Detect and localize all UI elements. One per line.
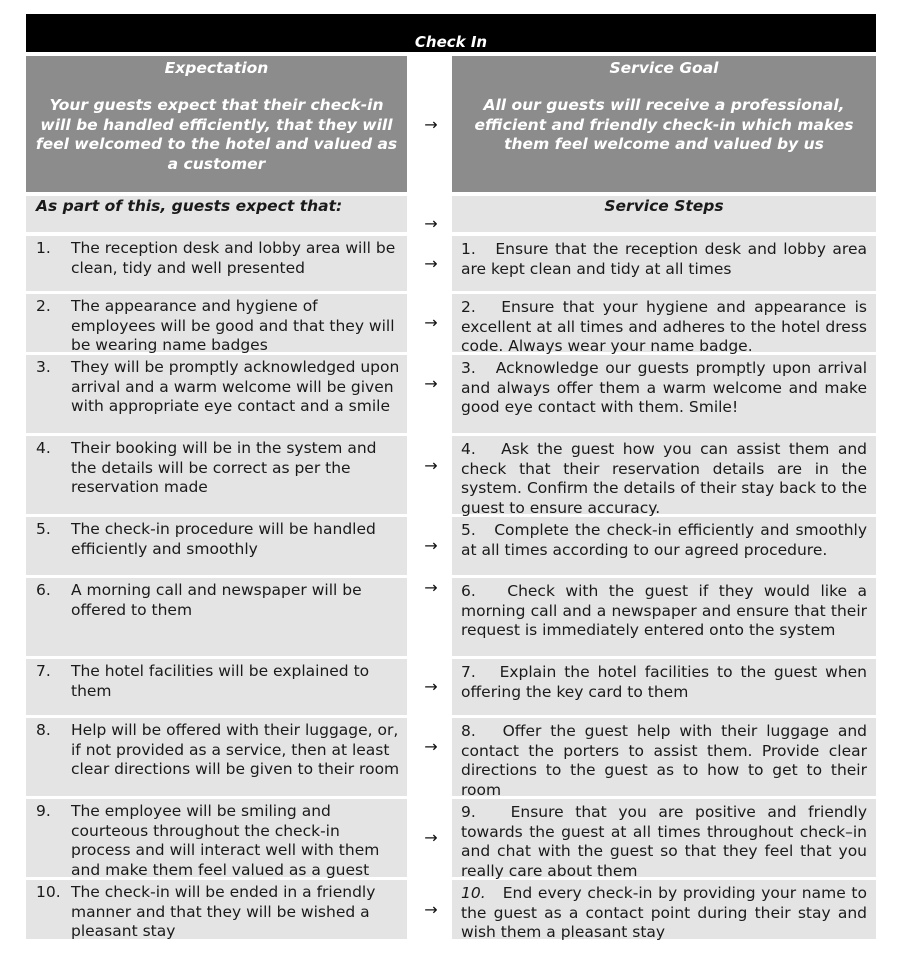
expectation-text: A morning call and newspaper will be offered to them — [71, 581, 362, 619]
row-number: 6. — [36, 581, 51, 599]
arrow-icon: → — [424, 536, 438, 555]
expectation-row — [26, 718, 407, 796]
step-text: Ask the guest how you can assist them and check that their reservation details are in the system. Confirm the details of their stay back to the guest to ensure accuracy. — [461, 440, 867, 517]
service-step-row — [452, 659, 876, 715]
arrow-icon: → — [424, 374, 438, 393]
arrow-icon: → — [424, 677, 438, 696]
step-number: 6. — [461, 582, 476, 600]
service-step-row — [452, 578, 876, 656]
expectations-subheading: As part of this, guests expect that: — [26, 196, 407, 232]
expectation-row — [26, 799, 407, 877]
arrow-icon: → — [424, 313, 438, 332]
expectation-text: The check-in procedure will be handled efficiently and smoothly — [71, 520, 376, 558]
expectation-row — [26, 355, 407, 433]
step-number: 5. — [461, 521, 476, 539]
service-goal-text: All our guests will receive a professional, efficient and friendly check-in which makes them feel welcome and valued by us — [474, 96, 854, 153]
step-text: Complete the check-in efficiently and smoothly at all times according to our agreed procedure. — [461, 521, 868, 559]
service-step-row — [452, 517, 876, 575]
service-step-row — [452, 294, 876, 355]
step-number: 2. — [461, 298, 476, 316]
expectation-row — [26, 517, 407, 575]
expectation-row — [26, 880, 407, 939]
step-text: Check with the guest if they would like a morning call and a newspaper and ensure that their request is immediately entered onto the system — [461, 582, 868, 639]
expectation-text: Their booking will be in the system and the details will be correct as per the reservation made — [71, 439, 377, 496]
arrow-icon: → — [424, 737, 438, 756]
expectation-row — [26, 659, 407, 715]
step-text: Offer the guest help with their luggage and contact the porters to assist them. Provide clear directions to the guest as to how to get to their room — [461, 722, 867, 799]
step-number: 8. — [461, 722, 476, 740]
expectation-text: The reception desk and lobby area will be clean, tidy and well presented — [71, 239, 396, 277]
arrow-icon: → — [424, 115, 438, 134]
step-number: 9. — [461, 803, 476, 821]
expectation-text: The employee will be smiling and courteous throughout the check-in process and will interact well with them and make them feel valued as a guest — [71, 802, 380, 879]
row-number: 9. — [36, 802, 51, 820]
arrow-icon: → — [424, 578, 438, 597]
step-text: Acknowledge our guests promptly upon arrival and always offer them a warm welcome and make good eye contact with them. Smile! — [461, 359, 868, 416]
row-number: 3. — [36, 358, 51, 376]
expectation-header — [26, 56, 407, 192]
expectation-row — [26, 236, 407, 291]
row-number: 8. — [36, 721, 51, 739]
service-step-row — [452, 236, 876, 291]
arrow-icon: → — [424, 828, 438, 847]
page-title: Check In — [26, 14, 876, 52]
service-steps-subheading: Service Steps — [452, 196, 876, 232]
row-number: 2. — [36, 297, 51, 315]
arrow-icon: → — [424, 214, 438, 233]
expectation-text: The appearance and hygiene of employees will be good and that they will be wearing name badges — [71, 297, 395, 354]
row-number: 7. — [36, 662, 51, 680]
expectation-row — [26, 294, 407, 352]
service-goal-heading: Service Goal — [609, 59, 719, 77]
service-step-row — [452, 355, 876, 433]
step-text: Ensure that the reception desk and lobby area are kept clean and tidy at all times — [461, 240, 867, 278]
step-text: Ensure that you are positive and friendly towards the guest at all times throughout check–in and chat with the guest so that they feel that you really care about them — [461, 803, 867, 880]
service-step-row — [452, 880, 876, 939]
step-text: End every check-in by providing your name to the guest as a contact point during their stay and wish them a pleasant stay — [461, 884, 867, 941]
step-number: 1. — [461, 240, 476, 258]
service-step-row — [452, 799, 876, 880]
step-number: 10. — [461, 884, 486, 902]
row-number: 5. — [36, 520, 51, 538]
expectation-text: The hotel facilities will be explained to them — [71, 662, 370, 700]
expectation-row — [26, 578, 407, 656]
row-number: 4. — [36, 439, 51, 457]
arrow-icon: → — [424, 456, 438, 475]
arrow-icon: → — [424, 254, 438, 273]
expectation-text: Help will be offered with their luggage, or, if not provided as a service, then at least clear directions will be given to their room — [71, 721, 400, 778]
step-number: 4. — [461, 440, 476, 458]
expectation-heading: Expectation — [164, 59, 269, 77]
expectation-row — [26, 436, 407, 514]
service-goal-header — [452, 56, 876, 192]
service-step-row — [452, 436, 876, 517]
expectation-text: They will be promptly acknowledged upon arrival and a warm welcome will be given with appropriate eye contact and a smile — [71, 358, 400, 415]
row-number: 10. — [36, 883, 61, 901]
step-text: Ensure that your hygiene and appearance is excellent at all times and adheres to the hotel dress code. Always wear your name badge. — [461, 298, 867, 355]
row-number: 1. — [36, 239, 51, 257]
expectation-text: The check-in will be ended in a friendly manner and that they will be wished a pleasant stay — [71, 883, 376, 940]
step-number: 3. — [461, 359, 476, 377]
step-number: 7. — [461, 663, 476, 681]
step-text: Explain the hotel facilities to the guest when offering the key card to them — [461, 663, 868, 701]
service-step-row — [452, 718, 876, 799]
expectation-text: Your guests expect that their check-in will be handled efficiently, that they will feel welcomed to the hotel and valued as a customer — [35, 96, 398, 173]
arrow-icon: → — [424, 900, 438, 919]
